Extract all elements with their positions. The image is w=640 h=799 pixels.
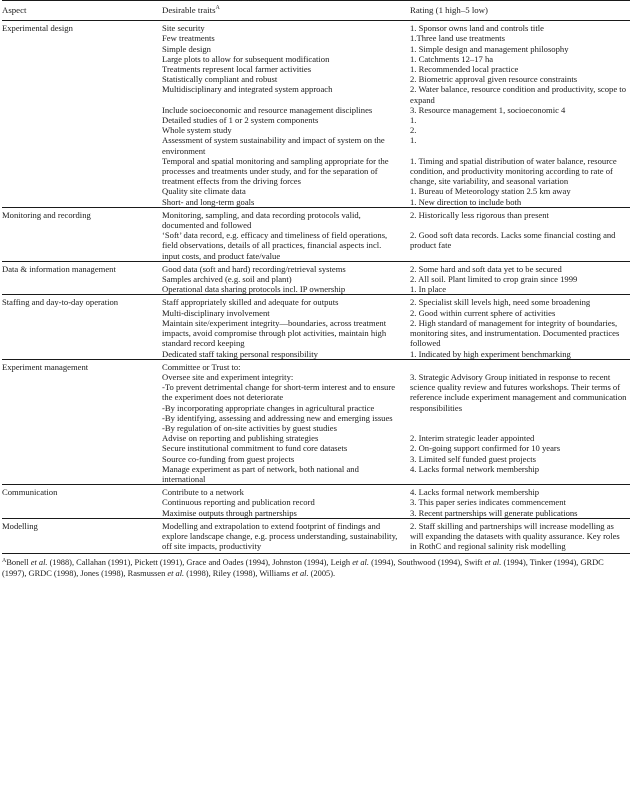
trait-cell bbox=[162, 186, 410, 196]
table-row bbox=[2, 64, 630, 74]
table-row bbox=[2, 44, 630, 54]
aspect-cell bbox=[2, 308, 162, 318]
aspect-cell bbox=[2, 74, 162, 84]
trait-text: Maintain site/experiment integrity—boundaries, across treatment impacts, avoid compromise through plot activities, maintain high standard record keeping bbox=[162, 317, 387, 349]
trait-cell bbox=[162, 443, 410, 453]
trait-cell bbox=[162, 454, 410, 464]
table-row bbox=[2, 372, 630, 433]
trait-text: Simple design bbox=[162, 43, 211, 54]
footnote-segment: (1994), Southwood (1994), Swift bbox=[368, 558, 485, 568]
rating-cell: 1. Timing and spatial distribution of water balance, resource condition, and productivity monitoring according to rate of change, site variability, and seasonal variation bbox=[410, 155, 617, 187]
trait-cell bbox=[162, 74, 410, 84]
trait-text: Multidisciplinary and integrated system approach bbox=[162, 84, 333, 95]
footnote-italic-segment: et al. bbox=[291, 568, 309, 578]
footnote-segment: (1988), Callahan (1991), Pickett (1991), Grace and Oades (1994), Johnston (1994), Leigh bbox=[47, 558, 353, 568]
trait-text: Staff appropriately skilled and adequate for outputs bbox=[162, 297, 339, 308]
aspect-cell bbox=[2, 156, 162, 187]
trait-cell bbox=[162, 105, 410, 115]
rating-cell: 2. Biometric approval given resource constraints bbox=[410, 74, 578, 85]
aspect-cell bbox=[2, 284, 162, 295]
aspect-cell bbox=[2, 508, 162, 519]
table-header bbox=[2, 1, 630, 21]
trait-cell bbox=[162, 135, 410, 155]
trait-text: Whole system study bbox=[162, 125, 232, 136]
aspect-cell: Communication bbox=[2, 487, 58, 498]
table-row bbox=[2, 464, 630, 485]
aspect-cell bbox=[2, 105, 162, 115]
trait-text: Include socioeconomic and resource management disciplines bbox=[162, 104, 373, 115]
trait-subitem: -By identifying, assessing and addressing new and emerging issues bbox=[162, 412, 393, 423]
aspect-cell bbox=[2, 64, 162, 74]
trait-text: Samples archived (e.g. soil and plant) bbox=[162, 274, 292, 285]
table-row bbox=[2, 74, 630, 84]
trait-cell bbox=[162, 359, 410, 372]
table-row bbox=[2, 433, 630, 443]
trait-text: Manage experiment as part of network, both national and international bbox=[162, 463, 359, 484]
aspect-cell bbox=[2, 318, 162, 349]
rating-cell: 2. Good soft data records. Lacks some financial costing and product fate bbox=[410, 230, 616, 251]
trait-text: Monitoring, sampling, and data recording protocols valid, documented and followed bbox=[162, 209, 361, 231]
footnote-marker: A bbox=[2, 558, 7, 565]
footnote-text bbox=[2, 558, 604, 577]
rating-cell: 1. Simple design and management philosophy bbox=[410, 43, 569, 54]
rating-cell: 2. bbox=[410, 125, 417, 136]
trait-text: Operational data sharing protocols incl. IP ownership bbox=[162, 284, 346, 295]
trait-text: Secure institutional commitment to fund core datasets bbox=[162, 443, 348, 454]
trait-text: Continuous reporting and publication record bbox=[162, 497, 315, 508]
table-row bbox=[2, 318, 630, 349]
header-rating: Rating (1 high–5 low) bbox=[410, 5, 488, 15]
table-row bbox=[2, 349, 630, 360]
trait-text: Temporal and spatial monitoring and sampling appropriate for the processes and treatments under study, and for the separation of treatment effects from the driving forces bbox=[162, 155, 389, 187]
trait-cell bbox=[162, 464, 410, 485]
rating-cell: 1. Recommended local practice bbox=[410, 64, 519, 75]
rating-cell: 1.Three land use treatments bbox=[410, 33, 505, 44]
rating-cell: 1. New direction to include both bbox=[410, 196, 522, 207]
trait-cell bbox=[162, 372, 410, 433]
trait-text: Few treatments bbox=[162, 33, 215, 44]
table-row bbox=[2, 125, 630, 135]
rating-cell: 2. Interim strategic leader appointed bbox=[410, 433, 535, 444]
table-row bbox=[2, 156, 630, 187]
header-aspect: Aspect bbox=[2, 5, 27, 15]
trait-cell bbox=[162, 115, 410, 125]
header-traits-footnote-marker: A bbox=[215, 5, 220, 11]
aspect-cell: Monitoring and recording bbox=[2, 209, 91, 220]
trait-text: Modelling and extrapolation to extend footprint of findings and explore landscape change, e.g. process understanding, sustainability, off site impacts, productivity bbox=[162, 520, 398, 552]
rating-cell: 3. Recent partnerships will generate publications bbox=[410, 507, 578, 518]
aspect-cell bbox=[2, 135, 162, 155]
document-page bbox=[2, 0, 630, 579]
aspect-cell: Experimental design bbox=[2, 23, 73, 34]
rating-cell: 1. bbox=[410, 135, 417, 146]
aspect-cell bbox=[2, 125, 162, 135]
rating-cell: 1. In place bbox=[410, 284, 447, 295]
rating-cell: 2. Staff skilling and partnerships will increase modelling as will expanding the datasets with quality assurance. Key roles in RothC and regional salinity risk modelling bbox=[410, 520, 620, 552]
rating-cell: 2. Some hard and soft data yet to be secured bbox=[410, 263, 562, 274]
aspect-cell: Modelling bbox=[2, 520, 38, 531]
trait-cell bbox=[162, 230, 410, 261]
footnote-segment: (2005). bbox=[308, 568, 336, 578]
aspect-cell bbox=[2, 54, 162, 64]
table-row bbox=[2, 454, 630, 464]
table-row bbox=[2, 518, 630, 554]
trait-text: Dedicated staff taking personal responsibility bbox=[162, 348, 318, 359]
trait-cell bbox=[162, 54, 410, 64]
table-row bbox=[2, 359, 630, 372]
aspect-cell bbox=[2, 349, 162, 360]
rating-cell: 3. This paper series indicates commencement bbox=[410, 497, 566, 508]
table-row bbox=[2, 261, 630, 274]
aspect-cell bbox=[2, 372, 162, 433]
trait-cell bbox=[162, 44, 410, 54]
trait-text: Oversee site and experiment integrity: bbox=[162, 371, 294, 382]
table-row bbox=[2, 485, 630, 498]
rating-cell: 4. Lacks formal network membership bbox=[410, 463, 540, 474]
table-row bbox=[2, 497, 630, 507]
trait-cell bbox=[162, 433, 410, 443]
aspect-cell bbox=[2, 433, 162, 443]
footnote-italic-segment: et al. bbox=[30, 558, 48, 568]
rating-cell: 1. Indicated by high experiment benchmarking bbox=[410, 348, 571, 359]
aspect-cell: Data & information management bbox=[2, 263, 116, 274]
trait-cell bbox=[162, 497, 410, 507]
table-row bbox=[2, 33, 630, 43]
rating-cell: 1. Catchments 12–17 ha bbox=[410, 53, 494, 64]
trait-subitem: -By regulation of on-site activities by guest studies bbox=[162, 422, 337, 433]
trait-text: Contribute to a network bbox=[162, 487, 244, 498]
trait-cell bbox=[162, 197, 410, 208]
trait-text: Advise on reporting and publishing strategies bbox=[162, 433, 319, 444]
footnote-segment: (1998), Riley (1998), Williams bbox=[184, 568, 292, 578]
aspect-cell bbox=[2, 84, 162, 104]
rating-cell: 2. Historically less rigorous than present bbox=[410, 209, 549, 220]
trait-text: ‘Soft’ data record, e.g. efficacy and timeliness of field operations, field observations, details of all practices, financial aspects incl. input costs, and product fate/value bbox=[162, 230, 388, 261]
footnote-segment: (1994), Tinker (1994), GRDC (1997), GRDC (1998), Jones (1998), Rasmussen bbox=[2, 558, 604, 578]
rating-cell: 2. On-going support confirmed for 10 years bbox=[410, 443, 561, 454]
trait-cell bbox=[162, 207, 410, 230]
trait-text: Quality site climate data bbox=[162, 186, 246, 197]
trait-cell bbox=[162, 308, 410, 318]
trait-text: Short- and long-term goals bbox=[162, 196, 255, 207]
table-row bbox=[2, 230, 630, 261]
table-footnote bbox=[2, 558, 630, 579]
trait-cell bbox=[162, 64, 410, 74]
aspect-cell bbox=[2, 115, 162, 125]
trait-cell bbox=[162, 295, 410, 308]
table-row bbox=[2, 508, 630, 519]
trait-cell bbox=[162, 274, 410, 284]
trait-text: Multi-disciplinary involvement bbox=[162, 307, 270, 318]
aspect-cell bbox=[2, 44, 162, 54]
rating-cell: 1. Bureau of Meteorology station 2.5 km away bbox=[410, 186, 571, 197]
trait-cell bbox=[162, 349, 410, 360]
table-row bbox=[2, 21, 630, 34]
aspect-cell bbox=[2, 274, 162, 284]
table-row bbox=[2, 207, 630, 230]
rating-cell: 2. Specialist skill levels high, need some broadening bbox=[410, 297, 591, 308]
aspect-cell bbox=[2, 197, 162, 208]
rating-cell bbox=[410, 359, 630, 372]
aspect-cell bbox=[2, 33, 162, 43]
header-traits bbox=[162, 1, 410, 21]
trait-text: Site security bbox=[162, 23, 205, 34]
trait-text: Large plots to allow for subsequent modification bbox=[162, 53, 330, 64]
header-traits-label: Desirable traits bbox=[162, 5, 216, 15]
rating-cell: 1. Sponsor owns land and controls title bbox=[410, 23, 544, 34]
trait-text: Detailed studies of 1 or 2 system components bbox=[162, 115, 319, 126]
rating-cell: 3. Strategic Advisory Group initiated in response to recent science quality review and futures workshops. Their terms of reference include experiment management and communication responsibilities bbox=[410, 371, 627, 413]
rating-cell: 1. bbox=[410, 115, 417, 126]
table-row bbox=[2, 295, 630, 308]
rating-cell: 3. Resource management 1, socioeconomic 4 bbox=[410, 104, 566, 115]
table-row bbox=[2, 284, 630, 295]
trait-cell bbox=[162, 318, 410, 349]
footnote-segment: Bonell bbox=[6, 558, 31, 568]
rating-cell: 2. Water balance, resource condition and productivity, scope to expand bbox=[410, 84, 626, 105]
trait-cell bbox=[162, 21, 410, 34]
table-row bbox=[2, 443, 630, 453]
aspect-cell bbox=[2, 454, 162, 464]
rating-cell: 2. Good within current sphere of activities bbox=[410, 307, 556, 318]
aspect-cell bbox=[2, 497, 162, 507]
aspect-cell: Staffing and day-to-day operation bbox=[2, 297, 119, 308]
footnote-italic-segment: et al. bbox=[167, 568, 185, 578]
trait-cell bbox=[162, 156, 410, 187]
trait-cell bbox=[162, 125, 410, 135]
table-row bbox=[2, 54, 630, 64]
table-body bbox=[2, 21, 630, 554]
rating-cell: 2. High standard of management for integrity of boundaries, monitoring sites, and instrumentation. Documented practices followed bbox=[410, 317, 620, 349]
trait-text: Source co-funding from guest projects bbox=[162, 453, 295, 464]
table-row bbox=[2, 186, 630, 196]
trait-cell bbox=[162, 485, 410, 498]
trait-cell bbox=[162, 284, 410, 295]
table-row bbox=[2, 274, 630, 284]
trait-subitem: -To prevent detrimental change for short-term interest and to ensure the experiment does not deteriorate bbox=[162, 382, 396, 403]
trait-text: Committee or Trust to: bbox=[162, 361, 241, 372]
table-row bbox=[2, 308, 630, 318]
traits-rating-table bbox=[2, 0, 630, 554]
footnote-italic-segment: et al. bbox=[352, 558, 369, 568]
aspect-cell: Experiment management bbox=[2, 361, 89, 372]
trait-subitem: -By incorporating appropriate changes in agricultural practice bbox=[162, 402, 375, 413]
aspect-cell bbox=[2, 443, 162, 453]
rating-cell: 2. All soil. Plant limited to crop grain since 1999 bbox=[410, 274, 578, 285]
trait-cell bbox=[162, 84, 410, 104]
trait-text: Assessment of system sustainability and impact of system on the environment bbox=[162, 135, 385, 156]
trait-text: Statistically compliant and robust bbox=[162, 74, 278, 85]
trait-text: Treatments represent local farmer activities bbox=[162, 64, 312, 75]
footnote-italic-segment: et al. bbox=[484, 558, 502, 568]
table-row bbox=[2, 115, 630, 125]
rating-cell: 4. Lacks formal network membership bbox=[410, 487, 540, 498]
trait-text: Maximise outputs through partnerships bbox=[162, 507, 297, 518]
rating-cell: 3. Limited self funded guest projects bbox=[410, 453, 537, 464]
trait-cell bbox=[162, 518, 410, 554]
table-row bbox=[2, 197, 630, 208]
table-row bbox=[2, 135, 630, 155]
trait-text: Good data (soft and hard) recording/retrieval systems bbox=[162, 263, 346, 274]
trait-cell bbox=[162, 261, 410, 274]
aspect-cell bbox=[2, 186, 162, 196]
aspect-cell bbox=[2, 230, 162, 261]
table-row bbox=[2, 105, 630, 115]
trait-cell bbox=[162, 508, 410, 519]
table-row bbox=[2, 84, 630, 104]
trait-cell bbox=[162, 33, 410, 43]
aspect-cell bbox=[2, 464, 162, 485]
